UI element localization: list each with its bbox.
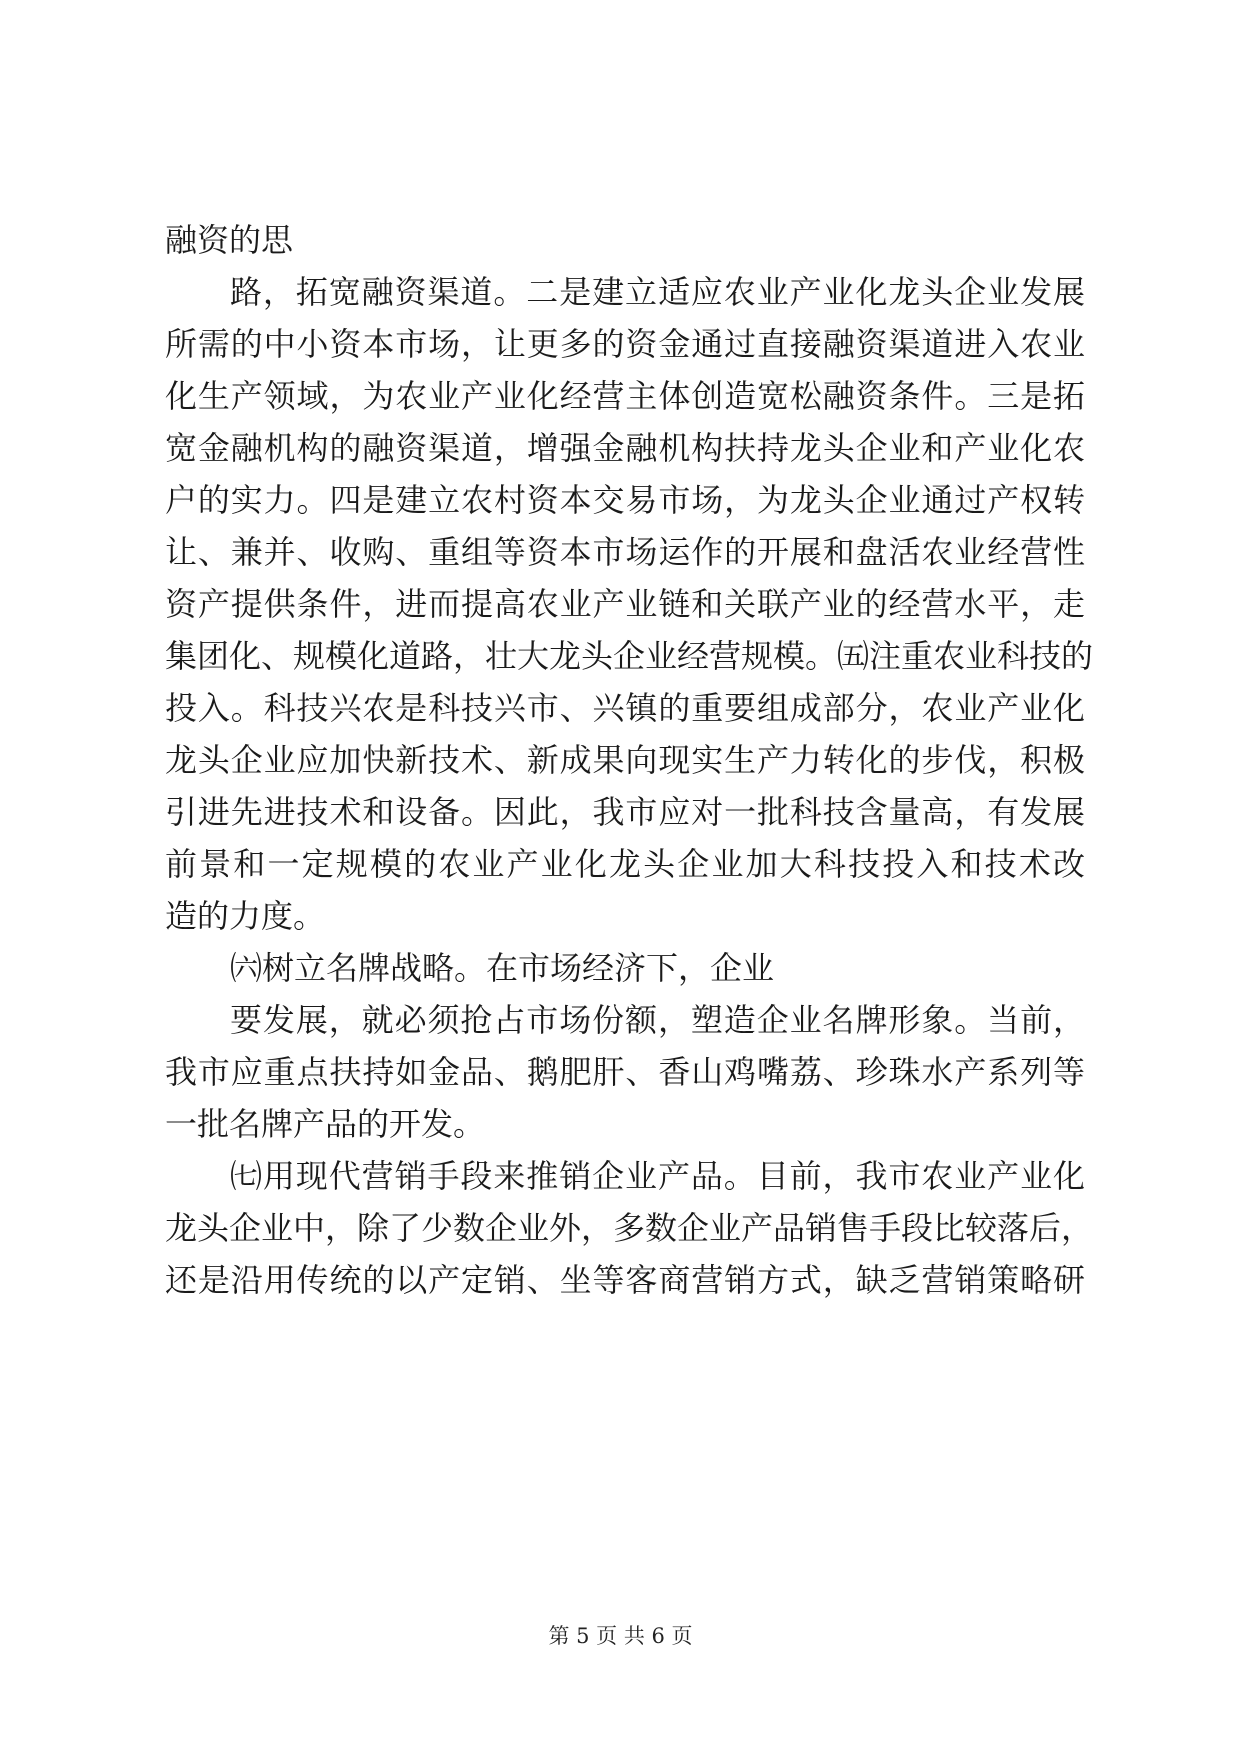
text-line-6: 户的实力。四是建立农村资本交易市场，为龙头企业通过产权转 [165,481,1085,519]
text-line-3: 所需的中小资本市场，让更多的资金通过直接融资渠道进入农业 [165,325,1085,363]
text-line-14: 造的力度。 [165,897,326,935]
text-line-8: 资产提供条件，进而提高农业产业链和关联产业的经营水平，走 [165,585,1085,623]
text-line-1: 融资的思 [165,221,294,259]
text-line-11: 龙头企业应加快新技术、新成果向现实生产力转化的步伐，积极 [165,741,1085,779]
text-line-21: 还是沿用传统的以产定销、坐等客商营销方式，缺乏营销策略研 [165,1261,1085,1299]
text-line-2: 路，拓宽融资渠道。二是建立适应农业产业化龙头企业发展 [230,273,1085,311]
text-line-12: 引进先进技术和设备。因此，我市应对一批科技含量高，有发展 [165,793,1085,831]
text-line-16: 要发展，就必须抢占市场份额，塑造企业名牌形象。当前， [230,1001,1085,1039]
text-line-19: ㈦用现代营销手段来推销企业产品。目前，我市农业产业化 [230,1157,1085,1195]
text-line-20: 龙头企业中，除了少数企业外，多数企业产品销售手段比较落后， [165,1209,1094,1247]
text-line-18: 一批名牌产品的开发。 [165,1105,486,1143]
text-line-17: 我市应重点扶持如金品、鹅肥肝、香山鸡嘴荔、珍珠水产系列等 [165,1053,1085,1091]
page-number-footer: 第 5 页 共 6 页 [548,1624,693,1648]
text-line-9: 集团化、规模化道路，壮大龙头企业经营规模。㈤注重农业科技的 [165,637,1094,675]
text-line-15: ㈥树立名牌战略。在市场经济下，企业 [230,949,775,987]
text-line-5: 宽金融机构的融资渠道，增强金融机构扶持龙头企业和产业化农 [165,429,1085,467]
text-line-13: 前景和一定规模的农业产业化龙头企业加大科技投入和技术改 [165,845,1085,883]
text-line-10: 投入。科技兴农是科技兴市、兴镇的重要组成部分，农业产业化 [165,689,1085,727]
text-line-4: 化生产领域，为农业产业化经营主体创造宽松融资条件。三是拓 [165,377,1085,415]
text-line-7: 让、兼并、收购、重组等资本市场运作的开展和盘活农业经营性 [165,533,1085,571]
